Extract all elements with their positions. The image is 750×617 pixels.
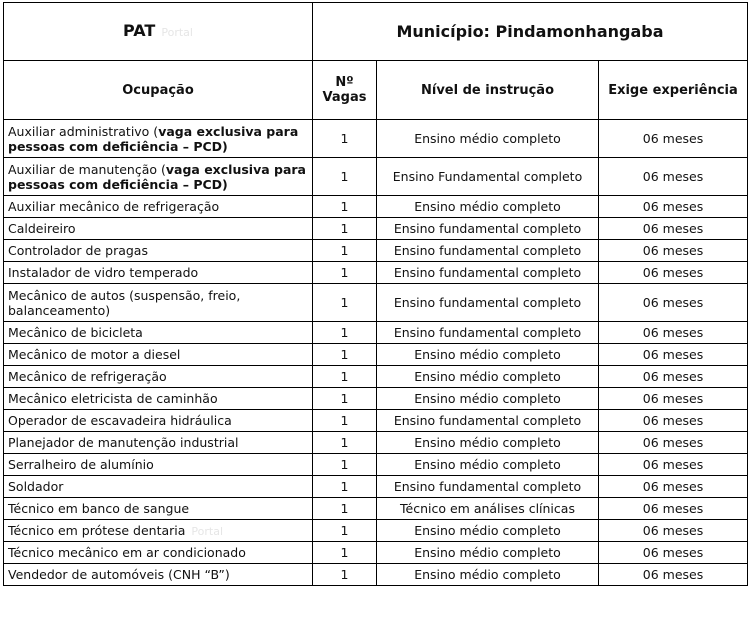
table-row [4,262,748,284]
table-row [4,284,748,322]
pcd-note: vaga exclusiva para pessoas com deficiência – PCD) [8,123,299,154]
table-row [4,388,748,410]
cell-ocupacao [4,498,313,520]
cell-nivel: Ensino médio completo [377,196,599,218]
cell-vagas: 1 [313,520,377,542]
cell-experiencia: 06 meses [599,284,748,322]
col-vagas-line2: Vagas [322,90,367,105]
cell-experiencia: 06 meses [599,432,748,454]
cell-nivel: Técnico em análises clínicas [377,498,599,520]
cell-experiencia: 06 meses [599,366,748,388]
cell-nivel: Ensino fundamental completo [377,240,599,262]
ocupacao-text: Mecânico de refrigeração [8,369,167,384]
ocupacao-text: Técnico em prótese dentaria [8,522,186,538]
cell-vagas: 1 [313,262,377,284]
cell-ocupacao [4,218,313,240]
cell-vagas: 1 [313,196,377,218]
cell-nivel: Ensino médio completo [377,344,599,366]
cell-experiencia: 06 meses [599,262,748,284]
cell-ocupacao [4,158,313,196]
cell-vagas: 1 [313,344,377,366]
cell-experiencia: 06 meses [599,120,748,158]
cell-experiencia: 06 meses [599,520,748,542]
cell-ocupacao [4,120,313,158]
ocupacao-text: Mecânico eletricista de caminhão [8,391,218,406]
ocupacao-text: Técnico em banco de sangue [8,501,190,516]
cell-vagas: 1 [313,454,377,476]
cell-experiencia: 06 meses [599,240,748,262]
ocupacao-text: Mecânico de motor a diesel [8,347,181,362]
table-row [4,322,748,344]
cell-nivel: Ensino Fundamental completo [377,158,599,196]
table-row [4,344,748,366]
ocupacao-text: Mecânico de bicicleta [8,325,143,340]
cell-ocupacao [4,344,313,366]
table-row [4,476,748,498]
cell-ocupacao [4,240,313,262]
ocupacao-text: Soldador [8,479,64,494]
table-row [4,240,748,262]
cell-ocupacao [4,564,313,586]
cell-vagas: 1 [313,322,377,344]
col-vagas [313,61,377,120]
table-row [4,120,748,158]
ocupacao-text: Auxiliar administrativo ( [8,123,159,139]
ocupacao-text: Vendedor de automóveis (CNH “B”) [8,567,230,582]
cell-nivel: Ensino fundamental completo [377,218,599,240]
cell-nivel: Ensino médio completo [377,542,599,564]
cell-vagas: 1 [313,498,377,520]
cell-experiencia: 06 meses [599,388,748,410]
cell-ocupacao [4,322,313,344]
table-row [4,410,748,432]
table-row [4,520,748,542]
cell-experiencia: 06 meses [599,410,748,432]
ocupacao-text: Operador de escavadeira hidráulica [8,413,232,428]
cell-vagas: 1 [313,366,377,388]
ocupacao-text: Auxiliar mecânico de refrigeração [8,199,220,214]
table-row [4,218,748,240]
watermark-text: Portal [191,524,224,538]
cell-vagas: 1 [313,120,377,158]
cell-vagas: 1 [313,410,377,432]
cell-experiencia: 06 meses [599,344,748,366]
table-row [4,564,748,586]
ocupacao-text: Auxiliar de manutenção ( [8,161,166,177]
cell-ocupacao [4,542,313,564]
cell-vagas: 1 [313,218,377,240]
cell-experiencia: 06 meses [599,542,748,564]
ocupacao-text: Planejador de manutenção industrial [8,435,239,450]
cell-vagas: 1 [313,388,377,410]
cell-experiencia: 06 meses [599,322,748,344]
cell-ocupacao [4,454,313,476]
cell-vagas: 1 [313,542,377,564]
table-row [4,542,748,564]
cell-vagas: 1 [313,240,377,262]
cell-nivel: Ensino fundamental completo [377,410,599,432]
cell-experiencia: 06 meses [599,498,748,520]
cell-ocupacao [4,196,313,218]
cell-ocupacao [4,388,313,410]
cell-nivel: Ensino fundamental completo [377,284,599,322]
table-row [4,158,748,196]
cell-ocupacao [4,284,313,322]
vagas-table [3,2,748,586]
cell-vagas: 1 [313,432,377,454]
table-row [4,196,748,218]
col-experiencia: Exige experiência [599,61,748,120]
pat-label: PAT [123,21,156,40]
ocupacao-text: Técnico mecânico em ar condicionado [8,545,246,560]
watermark-text: Portal [161,26,193,39]
cell-nivel: Ensino médio completo [377,520,599,542]
cell-experiencia: 06 meses [599,454,748,476]
cell-ocupacao [4,520,313,542]
cell-nivel: Ensino fundamental completo [377,322,599,344]
cell-experiencia: 06 meses [599,476,748,498]
cell-ocupacao [4,262,313,284]
table-row [4,366,748,388]
cell-experiencia: 06 meses [599,564,748,586]
cell-nivel: Ensino médio completo [377,564,599,586]
cell-nivel: Ensino médio completo [377,388,599,410]
ocupacao-text: Serralheiro de alumínio [8,457,154,472]
municipio-header: Município: Pindamonhangaba [313,3,748,61]
pat-header [4,3,313,61]
cell-ocupacao [4,366,313,388]
pcd-note: vaga exclusiva para pessoas com deficiência – PCD) [8,161,306,192]
ocupacao-text: Controlador de pragas [8,243,148,258]
cell-nivel: Ensino médio completo [377,454,599,476]
ocupacao-text: Instalador de vidro temperado [8,265,199,280]
table-row [4,498,748,520]
cell-nivel: Ensino médio completo [377,366,599,388]
cell-vagas: 1 [313,476,377,498]
ocupacao-text: Caldeireiro [8,221,76,236]
table-row [4,454,748,476]
cell-ocupacao [4,432,313,454]
cell-ocupacao [4,476,313,498]
cell-vagas: 1 [313,564,377,586]
table-row [4,432,748,454]
cell-nivel: Ensino médio completo [377,432,599,454]
cell-experiencia: 06 meses [599,158,748,196]
col-vagas-line1: Nº [335,75,354,90]
cell-experiencia: 06 meses [599,218,748,240]
cell-vagas: 1 [313,158,377,196]
cell-nivel: Ensino fundamental completo [377,476,599,498]
cell-nivel: Ensino médio completo [377,120,599,158]
cell-nivel: Ensino fundamental completo [377,262,599,284]
cell-ocupacao [4,410,313,432]
col-nivel: Nível de instrução [377,61,599,120]
ocupacao-text: Mecânico de autos (suspensão, freio, balanceamento) [8,287,241,318]
col-ocupacao: Ocupação [4,61,313,120]
cell-vagas: 1 [313,284,377,322]
cell-experiencia: 06 meses [599,196,748,218]
